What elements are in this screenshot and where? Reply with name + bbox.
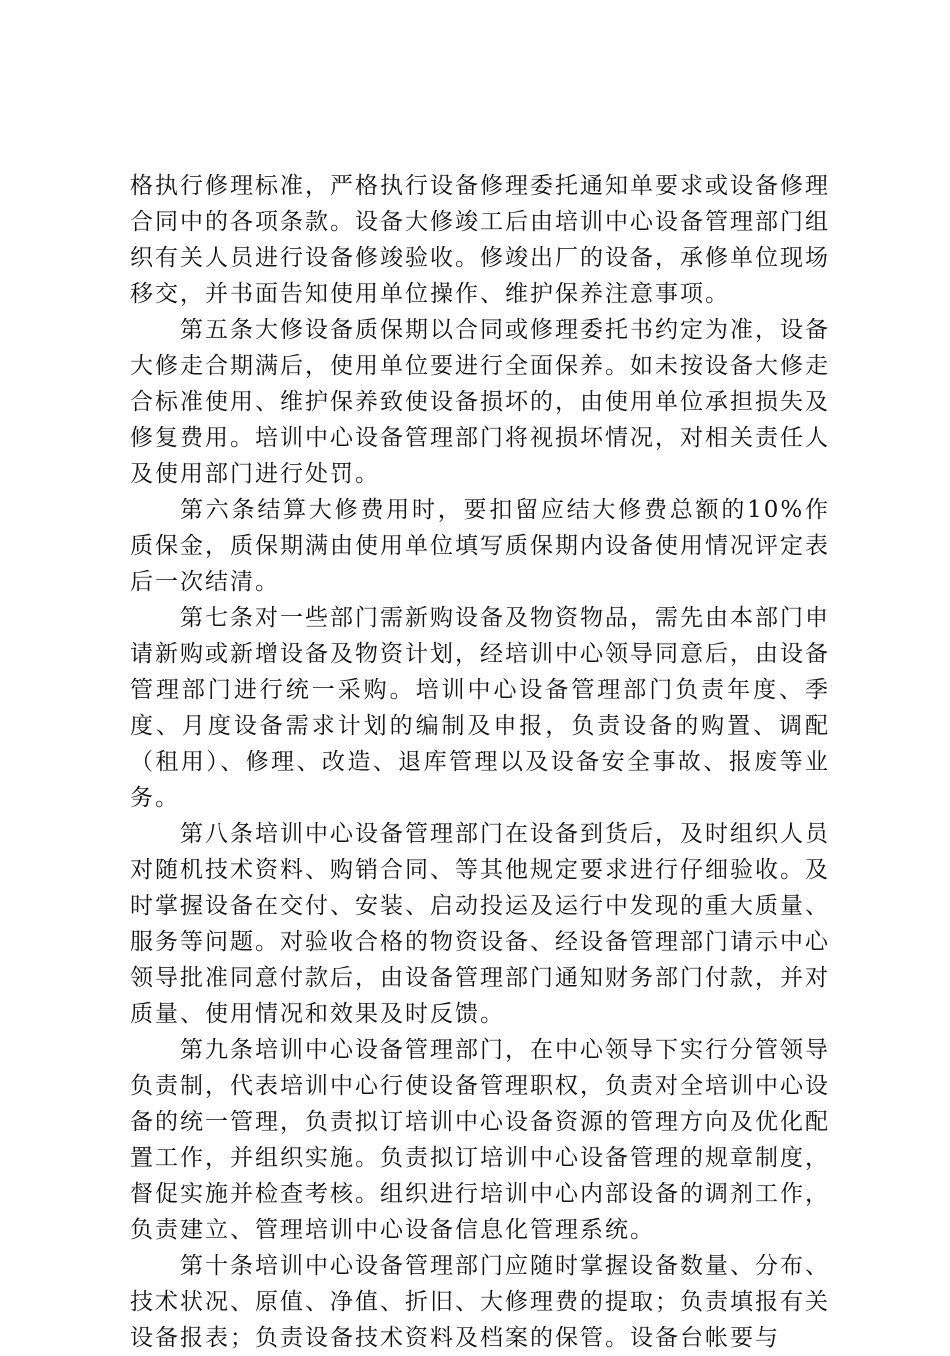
paragraph-article-10: 第十条培训中心设备管理部门应随时掌握设备数量、分布、技术状况、原值、净值、折旧、大修理费的提取；负责填报有关设备报表；负责设备技术资料及档案的保管。设备台帐要与	[130, 1253, 830, 1351]
paragraph-article-8: 第八条培训中心设备管理部门在设备到货后，及时组织人员对随机技术资料、购销合同、等其他规定要求进行仔细验收。及时掌握设备在交付、安装、启动投运及运行中发现的重大质量、服务等问题。对验收合格的物资设备、经设备管理部门请示中心领导批准同意付款后，由设备管理部门通知财务部门付款，并对质量、使用情况和效果及时反馈。	[130, 821, 830, 1027]
paragraph-continued: 格执行修理标准，严格执行设备修理委托通知单要求或设备修理合同中的各项条款。设备大修竣工后由培训中心设备管理部门组织有关人员进行设备修竣验收。修竣出厂的设备，承修单位现场移交，并书面告知使用单位操作、维护保养注意事项。	[130, 173, 830, 307]
paragraph-article-9: 第九条培训中心设备管理部门，在中心领导下实行分管领导负责制，代表培训中心行使设备管理职权，负责对全培训中心设备的统一管理，负责拟订培训中心设备资源的管理方向及优化配置工作，并组织实施。负责拟订培训中心设备管理的规章制度，督促实施并检查考核。组织进行培训中心内部设备的调剂工作，负责建立、管理培训中心设备信息化管理系统。	[130, 1037, 830, 1243]
paragraph-article-6: 第六条结算大修费用时，要扣留应结大修费总额的10%作质保金，质保期满由使用单位填写质保期内设备使用情况评定表后一次结清。	[130, 497, 830, 595]
paragraph-article-5: 第五条大修设备质保期以合同或修理委托书约定为准，设备大修走合期满后，使用单位要进行全面保养。如未按设备大修走合标准使用、维护保养致使设备损坏的，由使用单位承担损失及修复费用。培训中心设备管理部门将视损坏情况，对相关责任人及使用部门进行处罚。	[130, 317, 830, 487]
document-body	[130, 168, 830, 1356]
paragraph-article-7: 第七条对一些部门需新购设备及物资物品，需先由本部门申请新购或新增设备及物资计划，经培训中心领导同意后，由设备管理部门进行统一采购。培训中心设备管理部门负责年度、季度、月度设备需求计划的编制及申报，负责设备的购置、调配（租用）、修理、改造、退库管理以及设备安全事故、报废等业务。	[130, 605, 830, 811]
